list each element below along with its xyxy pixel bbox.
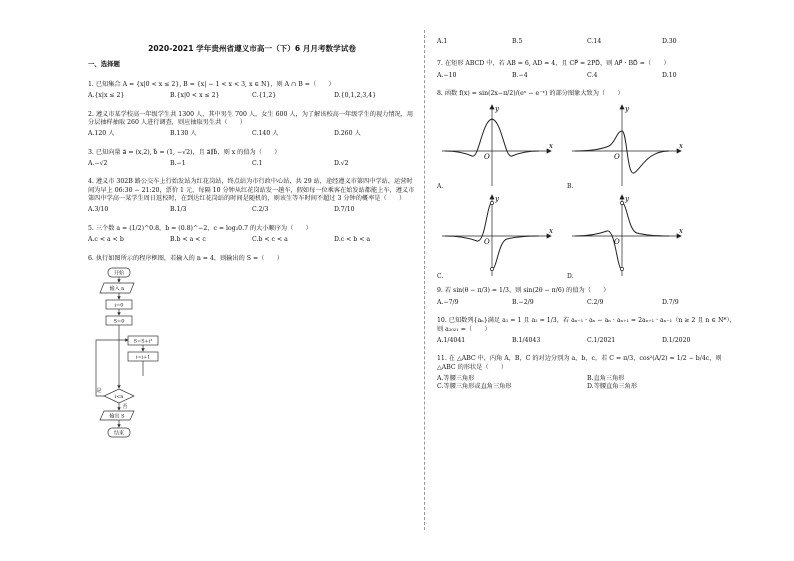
question-11 [437, 355, 737, 391]
question-text: 9. 若 sin(θ − π/3) = 1/3，则 sin(2θ − π/6) 的值为（ ） [437, 287, 610, 295]
x-label: x [679, 227, 683, 236]
fc-cond: i<n [114, 393, 124, 400]
question-text: 5. 三个数 a = (1/2)^0.8，b = (0.8)^−2，c = log₂0.7 的大小顺序为（ ） [88, 224, 312, 232]
option-d[interactable]: D.30 [662, 38, 677, 45]
x-label: x [679, 142, 683, 151]
option-b[interactable]: B.−4 [512, 71, 528, 79]
fc-input: 输入 n [109, 285, 125, 292]
option-b[interactable]: B.{x|0 < x ≤ 2} [170, 92, 220, 100]
y-label: y [625, 195, 629, 204]
x-label: x [549, 142, 553, 151]
option-c[interactable]: C.等腰三角形或直角三角形 [437, 383, 512, 391]
option-c[interactable]: C.1 [252, 160, 263, 168]
option-a[interactable]: A.c < a < b [88, 236, 124, 244]
question-text: 2. 遵义市某学校高一年级学生共 1300 人，其中男生 700 人，女生 600 人，为了解该校高一年级学生的视力情况，用分层抽样抽取 260 人进行调查，则应抽取男生共（ ） [88, 110, 414, 126]
question-6 [88, 255, 416, 441]
option-d[interactable]: D.7/9 [662, 298, 679, 306]
option-b[interactable]: B.1/3 [170, 206, 187, 214]
options-grid [437, 375, 737, 392]
fc-i0: i=0 [114, 302, 124, 309]
origin-label: O [614, 238, 620, 247]
graph-b-svg [567, 101, 697, 191]
question-10 [437, 317, 737, 345]
question-9 [437, 287, 737, 307]
option-b[interactable]: B.5 [512, 38, 523, 45]
options-row [437, 299, 737, 307]
option-c[interactable]: C.4 [587, 71, 598, 79]
option-c[interactable]: C.2/9 [587, 298, 604, 306]
fc-start: 开始 [113, 270, 125, 277]
graph-options [437, 101, 697, 281]
fc-inc: i=i+1 [135, 354, 151, 361]
graph-option-b[interactable] [567, 101, 697, 191]
option-a[interactable]: A.120 人 [88, 130, 115, 138]
options-row [88, 130, 416, 138]
fc-s0: S=0 [113, 318, 125, 325]
question-1 [88, 81, 416, 101]
option-b[interactable]: B.−1 [170, 160, 186, 168]
fc-output: 输出 S [109, 413, 125, 420]
option-c[interactable]: C.b < c < a [252, 236, 288, 244]
option-c[interactable]: C.14 [587, 38, 602, 45]
option-a[interactable]: A.−10 [437, 71, 457, 79]
question-8 [437, 90, 737, 281]
question-5 [88, 225, 416, 245]
flowchart-svg [88, 266, 188, 441]
x-label: x [549, 227, 553, 236]
graph-option-d[interactable] [567, 191, 697, 281]
y-label: y [495, 105, 499, 114]
option-b[interactable]: B.1/4043 [512, 336, 541, 344]
option-d[interactable]: D.7/10 [334, 206, 355, 214]
right-column [437, 38, 737, 402]
fc-end: 结束 [113, 430, 125, 437]
flowchart [88, 266, 188, 441]
graph-label-d: D. [567, 273, 574, 281]
options-row [437, 337, 737, 345]
question-text: 8. 函数 f(x) = sin(2x−π/2)/(eˣ − e⁻ˣ) 的部分图象大致为（ ） [437, 90, 624, 98]
fc-no: 否 [122, 403, 128, 410]
graph-a-svg [437, 101, 567, 191]
graph-label-b: B. [567, 183, 574, 191]
option-b[interactable]: B.−2/9 [512, 298, 534, 306]
question-text: 11. 在 △ABC 中，内角 A，B，C 的对边分别为 a，b，c，若 C = π/3，cos²(A/2) = 1/2 − b/4c，则 △ABC 的形状是（ ） [437, 355, 722, 371]
origin-label: O [614, 153, 620, 162]
y-label: y [625, 105, 629, 114]
graph-c-svg [437, 191, 567, 281]
options-row [437, 72, 737, 80]
option-c[interactable]: C.{1,2} [252, 92, 277, 100]
fc-update: S=S+i² [133, 338, 153, 345]
options-row [88, 236, 416, 244]
question-7 [437, 60, 737, 80]
question-4 [88, 178, 416, 214]
option-c[interactable]: C.140 人 [252, 130, 279, 138]
fc-yes: 是 [96, 387, 102, 394]
option-a[interactable]: A.3/10 [88, 206, 109, 214]
origin-label: O [484, 153, 490, 162]
option-a[interactable]: A.{x|x ≤ 2} [88, 92, 125, 100]
option-a[interactable]: A.−√2 [88, 160, 108, 168]
question-text: 7. 在矩形 ABCD 中，若 AB = 6, AD = 4，且 CP⃗ = 2PD⃗，则 AP⃗ · BD⃗ =（ ） [437, 60, 670, 68]
option-d[interactable]: D.√2 [334, 160, 349, 168]
left-column [88, 38, 416, 441]
options-row [88, 206, 416, 214]
option-a[interactable]: A.1 [437, 38, 448, 45]
graph-option-a[interactable] [437, 101, 567, 191]
question-2 [88, 111, 416, 139]
options-row [88, 160, 416, 168]
exam-title: 2020-2021 学年贵州省遵义市高一（下）6 月月考数学试卷 [148, 44, 356, 53]
option-a[interactable]: A.1/4041 [437, 336, 466, 344]
option-a[interactable]: A.−7/9 [437, 298, 459, 306]
graph-option-c[interactable] [437, 191, 567, 281]
graph-label-c: C. [437, 273, 444, 281]
option-d[interactable]: D.{0,1,2,3,4} [334, 92, 377, 100]
option-d[interactable]: D.1/2020 [662, 336, 691, 344]
option-d[interactable]: D.260 人 [334, 130, 361, 138]
question-text: 6. 执行如图所示的程序框图，若输入的 n = 4，则输出的 S =（ ） [88, 254, 283, 262]
option-d[interactable]: D.10 [662, 71, 677, 79]
section-heading: 一、选择题 [88, 60, 120, 69]
question-text: 10. 已知数列{aₙ}满足 a₁ = 1 且 a₂ = 1/3，若 aₙ₋₁ · aₙ − aₙ · aₙ₊₁ = 2aₙ₊₁ · aₙ₋₁（n ≥ 2 且 n ∈ N*），则 a₂₀₂₁ =（ ） [437, 317, 736, 333]
option-c[interactable]: C.1/2021 [587, 336, 616, 344]
option-b[interactable]: B.130 人 [170, 130, 197, 138]
option-d[interactable]: D.c < b < a [334, 236, 371, 244]
option-b[interactable]: B.直角三角形 [587, 374, 625, 382]
graph-label-a: A. [437, 183, 444, 191]
option-d[interactable]: D.等腰直角三角形 [587, 383, 638, 391]
option-b[interactable]: B.b < a < c [170, 236, 206, 244]
question-text: 1. 已知集合 A = {x|0 < x ≤ 2}, B = {x| − 1 < x < 3, x ∈ N}，则 A ∩ B =（ ） [88, 80, 335, 88]
option-a[interactable]: A.等腰三角形 [437, 374, 475, 382]
q6-options-row [437, 38, 737, 46]
option-c[interactable]: C.2/3 [252, 206, 269, 214]
y-label: y [495, 195, 499, 204]
question-text: 4. 遵义市 302B 路公交车上行始发站为红花岗站，终点站为市行政中心站，共 29 站，途经遵义市第四中学站，运营时间为早上 06:30 − 21:20，票价 1 元，每隔 10 分钟从红花岗站发一趟车，假如每一位乘客在始发站都能上车，遵义市第四中学高一某学生周日返校时，在到达红花岗站的时间是随机的，则该生等车时间不超过 3 分钟的概率是（ ） [88, 178, 415, 203]
question-text: 3. 已知向量 a⃗ = (x,2), b⃗ = (1, −√2)，且 a⃗∥b⃗，则 x 的值为（ ） [88, 148, 281, 156]
origin-label: O [484, 238, 490, 247]
question-3 [88, 149, 416, 169]
column-divider [424, 30, 425, 530]
graph-d-svg [567, 191, 697, 281]
options-row [88, 92, 416, 100]
